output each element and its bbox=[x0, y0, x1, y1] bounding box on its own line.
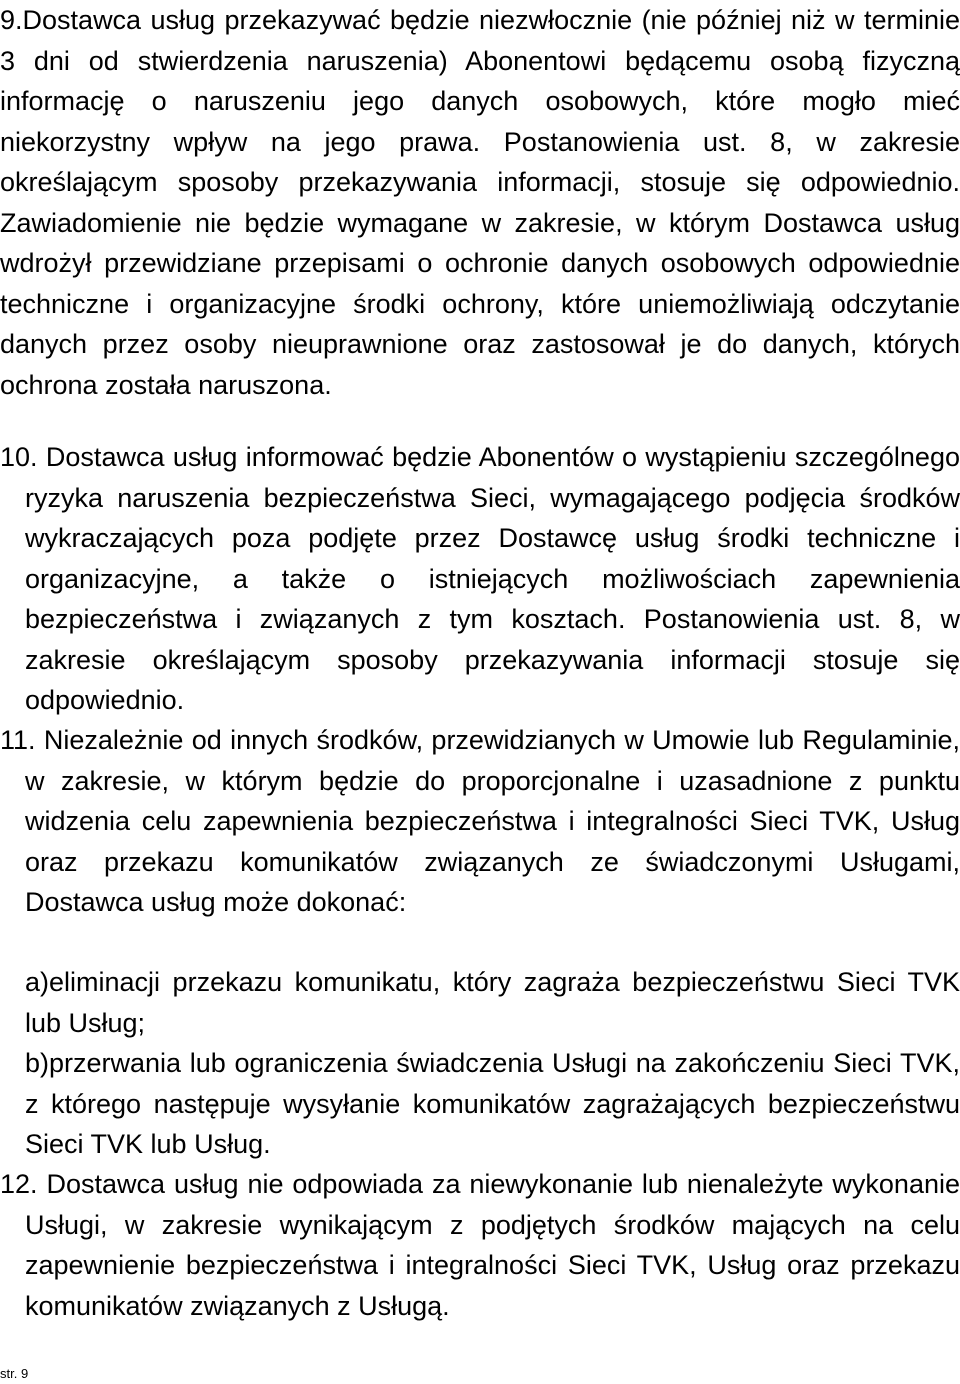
paragraph-10 bbox=[0, 437, 960, 721]
item-text: przerwania lub ograniczenia świadczenia Usługi na zakończeniu Sieci TVK, z którego następuje wysyłanie komunikatów zagrażających bezpieczeństwu Sieci TVK lub Usług. bbox=[25, 1048, 960, 1159]
paragraph-text: Niezależnie od innych środków, przewidzianych w Umowie lub Regulaminie, w zakresie, w którym będzie do proporcjonalne i uzasadnione z punktu widzenia celu zapewnienia bezpieczeństwa i integralności Sieci TVK, Usług oraz przekazu komunikatów związanych ze świadczonymi Usługami, Dostawca usług może dokonać: bbox=[25, 725, 960, 917]
paragraph-number: 9. bbox=[0, 5, 23, 35]
list-item-b bbox=[25, 1043, 960, 1165]
page-number-footer: str. 9 bbox=[0, 1366, 29, 1381]
paragraph-11 bbox=[0, 720, 960, 923]
item-text: eliminacji przekazu komunikatu, który zagraża bezpieczeństwu Sieci TVK lub Usług; bbox=[25, 967, 960, 1038]
paragraph-text: Dostawca usług nie odpowiada za niewykonanie lub nienależyte wykonanie Usługi, w zakresie wynikającym z podjętych środków mających na celu zapewnienie bezpieczeństwa i integralności Sieci TVK, Usług oraz przekazu komunikatów związanych z Usługą. bbox=[25, 1169, 960, 1321]
paragraph-text: Dostawca usług przekazywać będzie niezwłocznie (nie później niż w terminie 3 dni od stwierdzenia naruszenia) Abonentowi będącemu osobą fizyczną informację o naruszeniu jego danych osobowych, które mogło mieć niekorzystny wpływ na jego prawa. Postanowienia ust. 8, w zakresie określającym sposoby przekazywania informacji, stosuje się odpowiednio. Zawiadomienie nie będzie wymagane w zakresie, w którym Dostawca usług wdrożył przewidziane przepisami o ochronie danych osobowych odpowiednie techniczne i organizacyjne środki ochrony, które uniemożliwiają odczytanie danych przez osoby nieuprawnione oraz zastosował je do danych, których ochrona została naruszona. bbox=[0, 5, 960, 400]
paragraph-number: 11. bbox=[0, 725, 36, 755]
list-item-a bbox=[25, 962, 960, 1043]
paragraph-text: Dostawca usług informować będzie Abonentów o wystąpieniu szczególnego ryzyka naruszenia bezpieczeństwa Sieci, wymagającego podjęcia środków wykraczających poza podjęte przez Dostawcę usług środki techniczne i organizacyjne, a także o istniejących możliwościach zapewnienia bezpieczeństwa i związanych z tym kosztach. Postanowienia ust. 8, w zakresie określającym sposoby przekazywania informacji stosuje się odpowiednio. bbox=[25, 442, 960, 715]
paragraph-12 bbox=[0, 1164, 960, 1326]
paragraph-9 bbox=[0, 0, 960, 405]
paragraph-number: 10. bbox=[0, 442, 38, 472]
item-marker: a) bbox=[25, 967, 50, 997]
item-marker: b) bbox=[25, 1048, 50, 1078]
paragraph-number: 12. bbox=[0, 1169, 38, 1199]
